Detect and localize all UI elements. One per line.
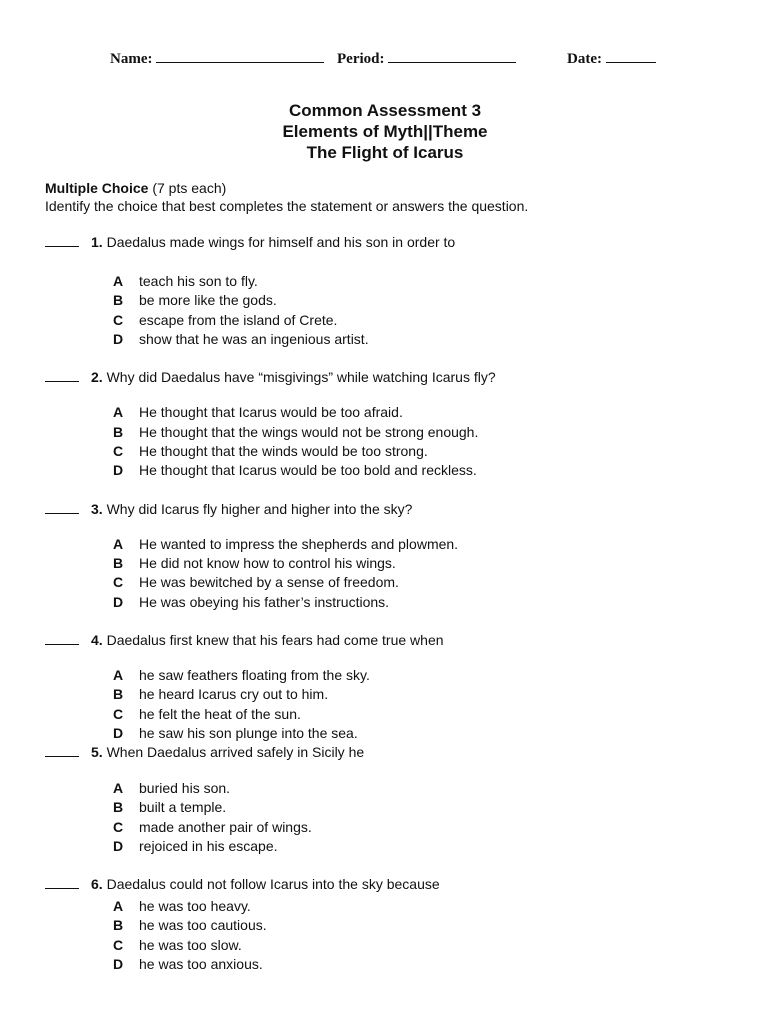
option [113,936,242,954]
option-text: He was bewitched by a sense of freedom. [139,574,399,590]
option-text: He did not know how to control his wings. [139,555,396,571]
question-text: Daedalus made wings for himself and his son in order to [106,234,456,250]
option [113,818,312,836]
question-number: 1. [91,234,103,250]
option-letter: C [113,574,124,590]
option-text: He wanted to impress the shepherds and plowmen. [139,536,459,552]
question-number: 5. [91,744,103,760]
option-letter: C [113,312,124,328]
question-text: Daedalus first knew that his fears had come true when [106,632,444,648]
option-letter: A [113,898,124,914]
option [113,837,278,855]
option [113,685,328,703]
question-number: 2. [91,369,103,385]
option-text: rejoiced in his escape. [139,838,278,854]
option [113,403,403,421]
option-text: he heard Icarus cry out to him. [139,686,329,702]
option-text: he was too anxious. [139,956,263,972]
section-instructions: Identify the choice that best completes the statement or answers the question. [45,198,529,214]
option [113,705,301,723]
date-field[interactable] [567,48,656,68]
option [113,798,226,816]
option-letter: B [113,424,124,440]
option-text: be more like the gods. [139,292,277,308]
option-letter: D [113,462,124,478]
option [113,897,251,915]
option [113,423,478,441]
section-points: (7 pts each) [152,180,227,196]
option-text: He thought that the wings would not be strong enough. [139,424,479,440]
option [113,535,458,553]
option-text: he was too slow. [139,937,242,953]
option [113,666,370,684]
option-letter: D [113,725,124,741]
option-text: He thought that Icarus would be too afraid. [139,404,403,420]
option-letter: B [113,292,124,308]
answer-blank[interactable] [45,513,79,514]
question-text: Daedalus could not follow Icarus into the sky because [106,876,440,892]
option-text: he was too cautious. [139,917,267,933]
answer-blank[interactable] [45,756,79,757]
name-blank[interactable] [156,48,324,63]
option [113,330,369,348]
answer-blank[interactable] [45,381,79,382]
option-letter: B [113,686,124,702]
option-text: buried his son. [139,780,231,796]
option-text: built a temple. [139,799,227,815]
option [113,291,277,309]
date-blank[interactable] [606,48,656,63]
answer-blank[interactable] [45,888,79,889]
option-text: he saw feathers floating from the sky. [139,667,370,683]
option [113,442,428,460]
answer-blank[interactable] [45,246,79,247]
option [113,593,389,611]
option-letter: B [113,917,124,933]
option-text: teach his son to fly. [139,273,258,289]
option [113,554,396,572]
option-letter: B [113,555,124,571]
option-text: he was too heavy. [139,898,251,914]
option-letter: C [113,819,124,835]
section-heading: Multiple Choice [45,180,149,196]
option-letter: A [113,780,124,796]
question-number: 3. [91,501,103,517]
option-letter: A [113,273,124,289]
title-line-2: Elements of Myth||Theme [282,122,488,141]
option-text: He thought that Icarus would be too bold and reckless. [139,462,477,478]
option-letter: C [113,443,124,459]
option-text: He thought that the winds would be too strong. [139,443,428,459]
answer-blank[interactable] [45,644,79,645]
option-letter: D [113,956,124,972]
option [113,311,337,329]
option [113,272,258,290]
option [113,779,230,797]
period-label: Period: [337,51,385,67]
option-text: He was obeying his father’s instructions. [139,594,390,610]
title-line-3: The Flight of Icarus [306,143,464,162]
option [113,724,358,742]
name-label: Name: [110,51,153,67]
option-letter: D [113,594,124,610]
option-letter: A [113,404,124,420]
document-title [0,100,770,163]
question-number: 6. [91,876,103,892]
title-line-1: Common Assessment 3 [288,101,482,120]
period-field[interactable] [337,48,516,68]
section-header [45,179,528,215]
option-text: he saw his son plunge into the sea. [139,725,358,741]
option [113,573,399,591]
option-letter: B [113,799,124,815]
option-text: he felt the heat of the sun. [139,706,301,722]
name-field[interactable] [110,48,324,68]
option-letter: D [113,331,124,347]
option-letter: D [113,838,124,854]
option-text: made another pair of wings. [139,819,312,835]
option-text: escape from the island of Crete. [139,312,338,328]
question-text: When Daedalus arrived safely in Sicily he [106,744,365,760]
date-label: Date: [567,51,602,67]
option-text: show that he was an ingenious artist. [139,331,369,347]
question-text: Why did Daedalus have “misgivings” while watching Icarus fly? [106,369,496,385]
option [113,916,267,934]
option-letter: A [113,536,124,552]
header-fields [0,48,770,68]
option-letter: C [113,706,124,722]
option [113,955,263,973]
option-letter: A [113,667,124,683]
option [113,461,477,479]
option-letter: C [113,937,124,953]
question-number: 4. [91,632,103,648]
period-blank[interactable] [388,48,516,63]
question-text: Why did Icarus fly higher and higher into the sky? [106,501,413,517]
